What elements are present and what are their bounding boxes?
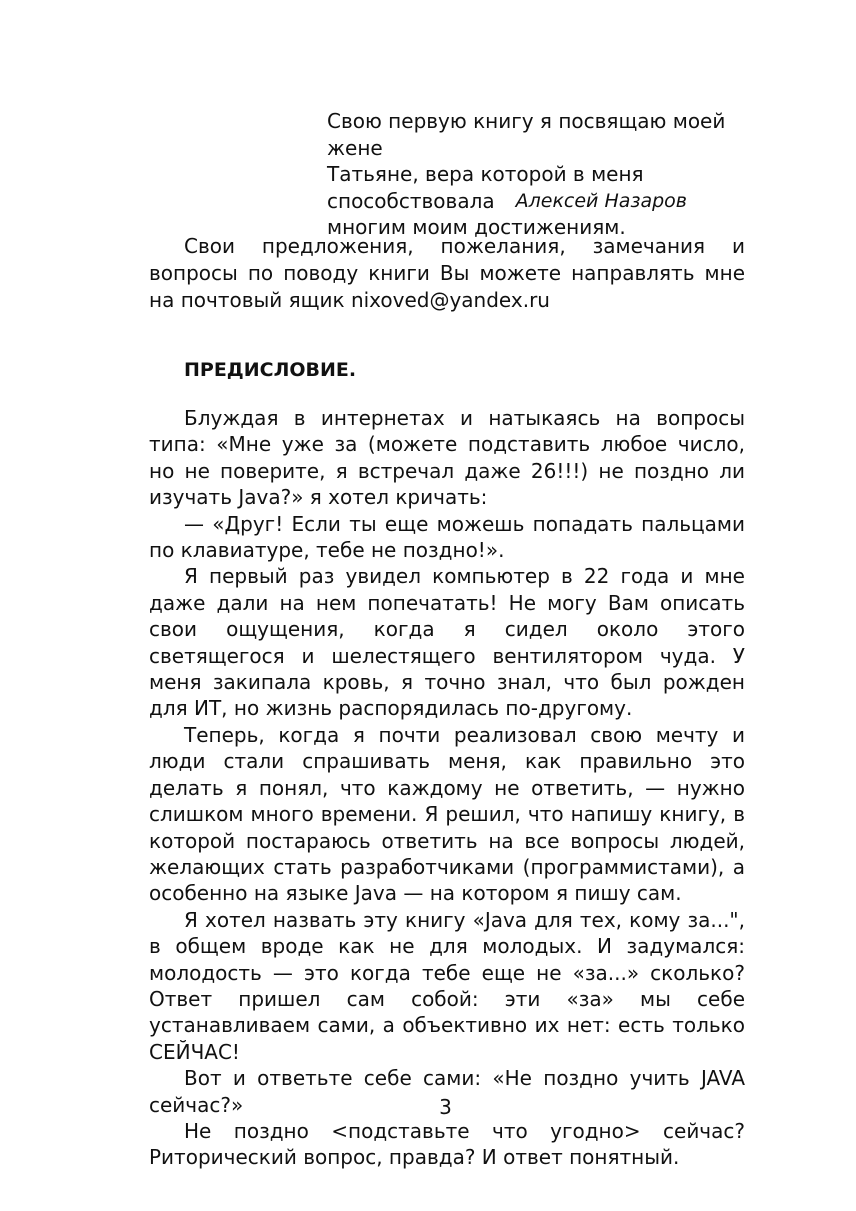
paragraph: Вот и ответьте себе сами: «Не поздно учить JAVA сейчас?»: [149, 1066, 745, 1117]
dedication-line: многим моим достижениям.: [327, 215, 626, 239]
paragraph: Теперь, когда я почти реализовал свою мечту и люди стали спрашивать меня, как правильно это делать я понял, что каждому не ответить, — нужно слишком много времени. Я решил, что напишу книгу, в которой постараюсь ответить на все вопросы людей, желающих стать разработчиками (программистами), а особенно на языке Java — на котором я пишу сам.: [149, 722, 745, 906]
paragraph: — «Друг! Если ты еще можешь попадать пальцами по клавиатуре, тебе не поздно!».: [149, 511, 745, 563]
dedication-line: Татьяне, вера которой в меня способствовала: [327, 162, 644, 213]
dedication-author: Алексей Назаров: [515, 190, 687, 212]
section-title: ПРЕДИСЛОВИЕ.: [184, 359, 357, 381]
dedication-line: Свою первую книгу я посвящаю моей жене: [327, 109, 726, 160]
paragraph: Блуждая в интернетах и натыкаясь на вопросы типа: «Мне уже за (можете подставить любое число, но не поверите, я встречал даже 26!!!) не поздно ли изучать Java?» я хотел кричать:: [149, 406, 745, 510]
contact-paragraph: Свои предложения, пожелания, замечания и вопросы по поводу книги Вы можете направлять мне на почтовый ящик nixoved@yandex.ru: [149, 234, 745, 312]
paragraph: Я хотел назвать эту книгу «Java для тех, кому за...", в общем вроде как не для молодых. И задумался: молодость — это когда тебе еще не «за...» сколько? Ответ пришел сам собой: эти «за» мы себе устанавливаем сами, а объективно их нет: есть только СЕЙЧАС!: [149, 907, 745, 1064]
dedication: [327, 108, 767, 241]
paragraph: Не поздно <подставьте что угодно> сейчас? Риторический вопрос, правда? И ответ понятный.: [149, 1118, 745, 1170]
page-number: 3: [439, 1095, 452, 1119]
paragraph: Я первый раз увидел компьютер в 22 года и мне даже дали на нем попечатать! Не могу Вам описать свои ощущения, когда я сидел около этого светящегося и шелестящего вентилятором чуда. У меня закипала кровь, я точно знал, что был рожден для ИТ, но жизнь распорядилась по-другому.: [149, 564, 745, 721]
preface-body: [149, 405, 745, 1171]
